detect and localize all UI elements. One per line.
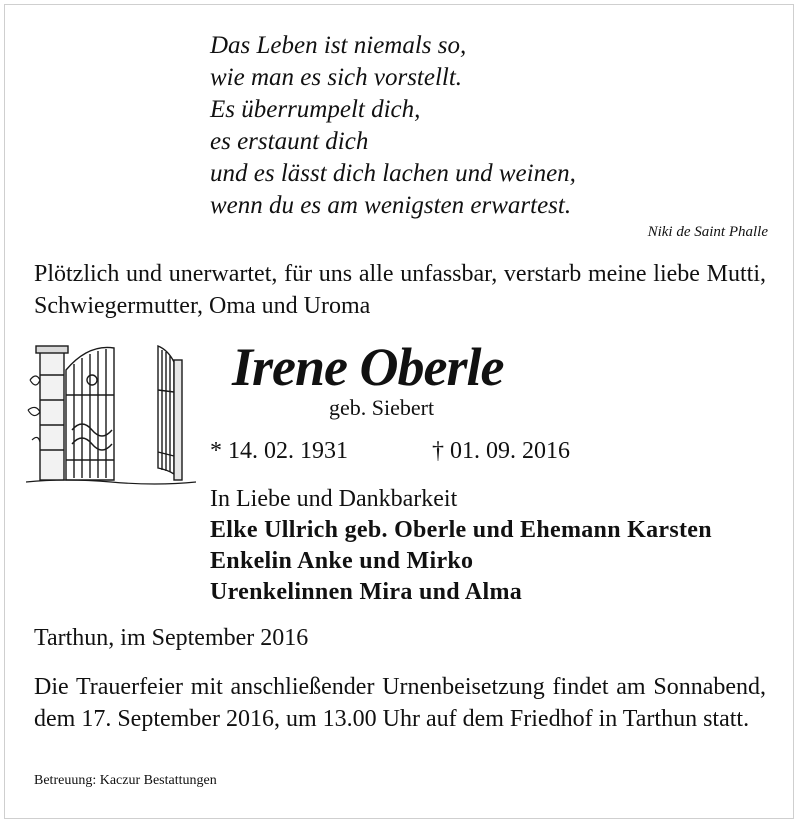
family-member: Elke Ullrich geb. Oberle und Ehemann Karsten <box>210 517 712 543</box>
death-date: † 01. 09. 2016 <box>432 438 570 464</box>
poem-line: wie man es sich vorstellt. <box>210 64 463 91</box>
cemetery-gate-icon <box>26 340 196 490</box>
family-members <box>210 515 712 608</box>
poem-line: Das Leben ist niemals so, <box>210 32 467 59</box>
poem-line: wenn du es am wenigsten erwartest. <box>210 192 572 219</box>
undertaker-credit: Betreuung: Kaczur Bestattungen <box>34 773 217 788</box>
poem-line: Es überrumpelt dich, <box>210 96 421 123</box>
family-heading: In Liebe und Dankbarkeit <box>210 486 458 512</box>
deceased-name: Irene Oberle <box>232 337 504 397</box>
poem-line: und es lässt dich lachen und weinen, <box>210 160 576 187</box>
birth-date: * 14. 02. 1931 <box>210 438 348 464</box>
maiden-name: geb. Siebert <box>329 395 435 420</box>
family-member: Enkelin Anke und Mirko <box>210 548 474 574</box>
intro-text: Plötzlich und unerwartet, für uns alle unfassbar, verstarb meine liebe Mutti, Schwiegermutter, Oma und Uroma <box>34 261 766 319</box>
poem-author: Niki de Saint Phalle <box>647 224 768 240</box>
service-text: Die Trauerfeier mit anschließender Urnenbeisetzung findet am Sonnabend, dem 17. September 2016, um 13.00 Uhr auf dem Friedhof in Tarthun statt. <box>34 674 766 732</box>
family-member: Urenkelinnen Mira und Alma <box>210 579 523 605</box>
place-date: Tarthun, im September 2016 <box>34 625 309 651</box>
family-block <box>210 484 712 608</box>
poem <box>210 30 576 222</box>
poem-line: es erstaunt dich <box>210 128 369 155</box>
